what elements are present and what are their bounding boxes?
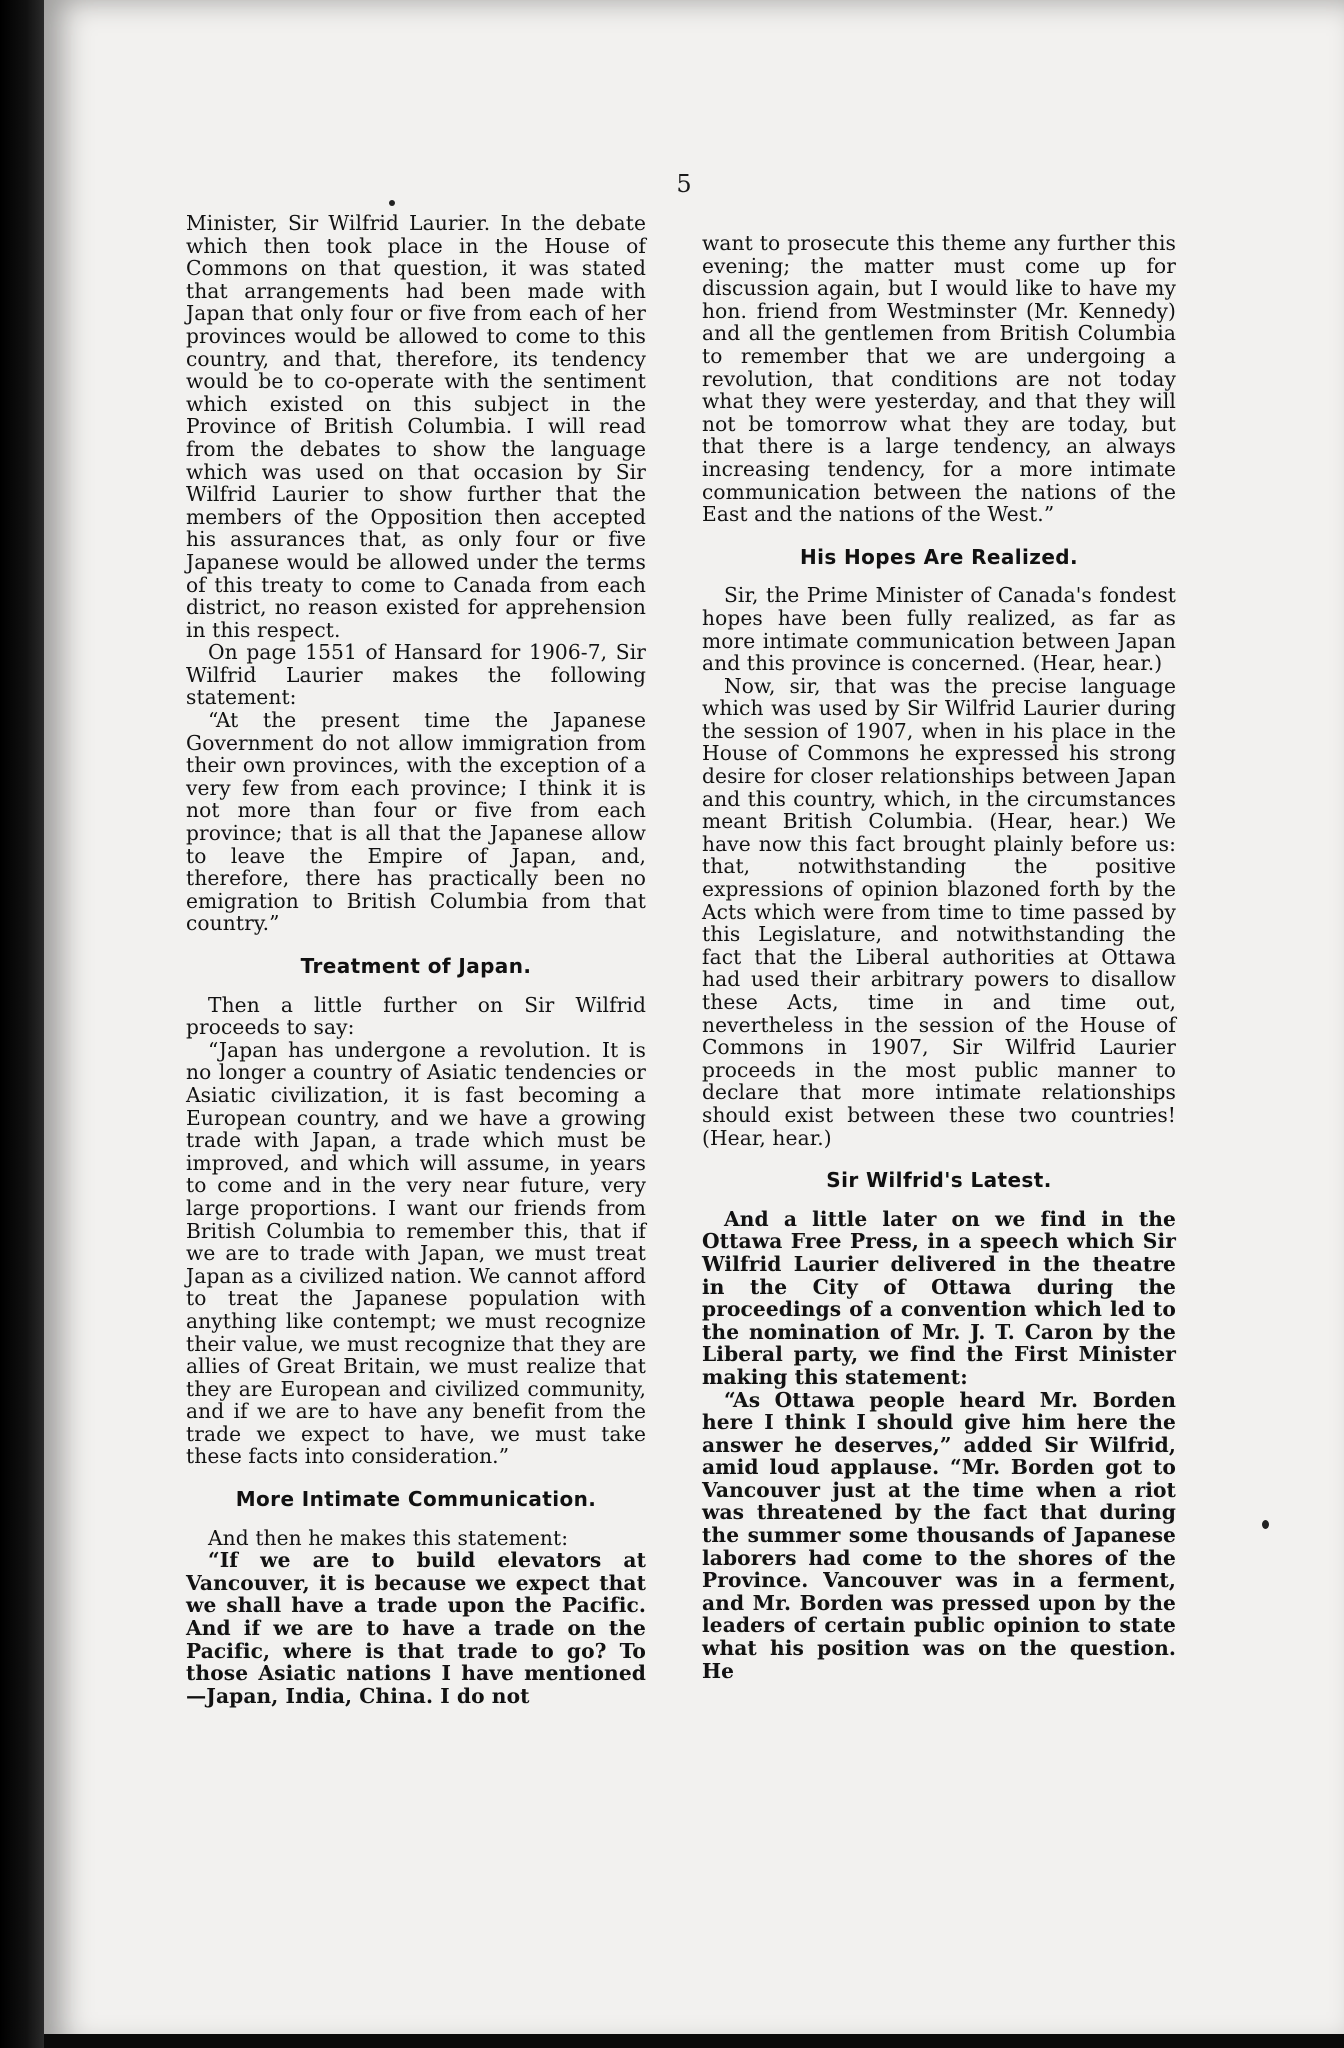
speck-mark xyxy=(1262,1520,1269,1529)
right-column xyxy=(702,232,1176,1682)
quotation: “If we are to build elevators at Vancouver, it is because we expect that we shall have a trade upon the Pacific. And if we are to have a trade on the Pacific, where is that trade to go? To those Asiatic nations I have mentioned—Japan, India, China. I do not xyxy=(186,1548,646,1708)
section-heading: Sir Wilfrid's Latest. xyxy=(826,1168,1052,1193)
page-number: 5 xyxy=(676,170,692,198)
quotation: “Japan has undergone a revolution. It is no longer a country of Asiatic tendencies or Asiatic civilization, it is fast becoming a European country, and we have a growing trade with Japan, a trade which must be improved, and which will assume, in years to come and in the very near future, very large proportions. I want our friends from British Columbia to remember this, that if we are to trade with Japan, we must treat Japan as a civilized nation. We cannot afford to treat the Japanese population with anything like contempt; we must recognize their value, we must recognize that they are allies of Great Britain, we must realize that they are European and civilized community, and if we are to have any benefit from the trade we expect to have, we must take these facts into consideration.” xyxy=(186,1037,646,1469)
speck-mark xyxy=(389,200,395,206)
left-column xyxy=(186,212,646,1707)
section-heading: Treatment of Japan. xyxy=(300,954,532,978)
section-heading: His Hopes Are Realized. xyxy=(799,544,1079,569)
paragraph: want to prosecute this theme any further this evening; the matter must come up for discussion again, but I would like to have my hon. friend from Westminster (Mr. Kennedy) and all the gentlemen from British Columbia to remember that we are undergoing a revolution, that conditions are not today what they were yesterday, and that they will not be tomorrow what they are today, but that there is a large tendency, an always increasing tendency, for a more intimate communication between the nations of the East and the nations of the West.” xyxy=(702,231,1176,527)
paragraph: Minister, Sir Wilfrid Laurier. In the debate which then took place in the House of Commons on that question, it was stated that arrangements had been made with Japan that only four or five from each of her provinces would be allowed to come to this country, and that, therefore, its tendency would be to co-operate with the sentiment which existed on this subject in the Province of British Columbia. I will read from the debates to show the language which was used on that occasion by Sir Wilfrid Laurier to show further that the members of the Opposition then accepted his assurances that, as only four or five Japanese would be allowed under the terms of this treaty to come to Canada from each district, no reason existed for apprehension in this respect. xyxy=(186,211,646,642)
paragraph: Now, sir, that was the precise language which was used by Sir Wilfrid Laurier during the session of 1907, when in his place in the House of Commons he expressed his strong desire for closer relationships between Japan and this country, which, in the circumstances meant British Columbia. (Hear, hear.) We have now this fact brought plainly before us: that, notwithstanding the positive expressions of opinion blazoned forth by the Acts which were from time to time passed by this Legislature, and notwithstanding the fact that the Liberal authorities at Ottawa had used their arbitrary powers to disallow these Acts, time in and time out, nevertheless in the session of the House of Commons in 1907, Sir Wilfrid Laurier proceeds in the most public manner to declare that more intimate relationships should exist between these two countries! (Hear, hear.) xyxy=(702,673,1176,1150)
paragraph: Sir, the Prime Minister of Canada's fondest hopes have been fully realized, as far as more intimate communication between Japan and this province is concerned. (Hear, hear.) xyxy=(702,583,1176,676)
paragraph: And then he makes this statement: xyxy=(208,1525,569,1550)
quotation: “As Ottawa people heard Mr. Borden here I think I should give him here the answer he deserves,” added Sir Wilfrid, amid loud applause. “Mr. Borden got to Vancouver just at the time when a riot was threatened by the fact that during the summer some thousands of Japanese laborers had come to the shores of the Province. Vancouver was in a ferment, and Mr. Borden was pressed upon by the leaders of certain public opinion to state what his position was on the question. He xyxy=(702,1387,1176,1683)
scan-bottom-edge xyxy=(44,2034,1344,2048)
paragraph: And a little later on we find in the Ottawa Free Press, in a speech which Sir Wilfrid Laurier delivered in the theatre in the City of Ottawa during the proceedings of a convention which led to the nomination of Mr. J. T. Caron by the Liberal party, we find the First Minister making this statement: xyxy=(702,1206,1176,1389)
paragraph: On page 1551 of Hansard for 1906-7, Sir Wilfrid Laurier makes the following statement: xyxy=(186,640,646,710)
quotation: “At the present time the Japanese Government do not allow immigration from their own provinces, with the exception of a very few from each province; I think it is not more than four or five from each province; that is all that the Japanese allow to leave the Empire of Japan, and, therefore, there has practically been no emigration to British Columbia from that country.” xyxy=(186,708,646,936)
paragraph: Then a little further on Sir Wilfrid proceeds to say: xyxy=(186,992,646,1040)
scan-left-edge xyxy=(0,0,44,2048)
section-heading: More Intimate Communication. xyxy=(235,1487,597,1512)
